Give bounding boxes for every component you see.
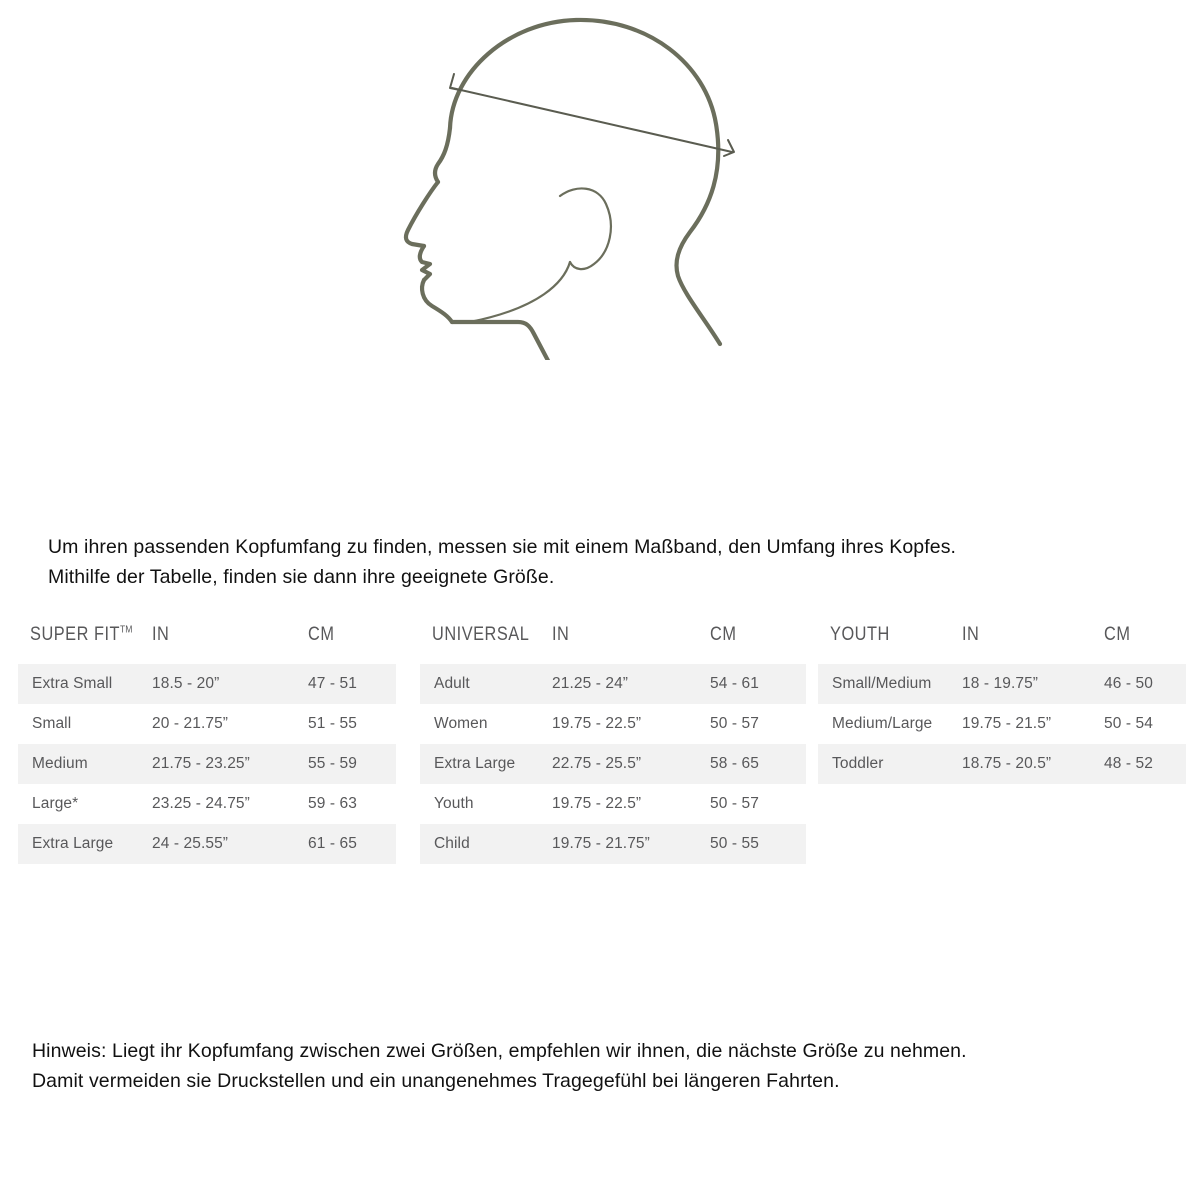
- table-row: [818, 664, 1186, 704]
- trademark-symbol: TM: [120, 624, 133, 636]
- cell-cm: 58 - 65: [710, 755, 759, 772]
- table-header-row: [18, 620, 396, 664]
- table-header-row: [420, 620, 806, 664]
- table-row: [420, 664, 806, 704]
- column-header-in: IN: [552, 624, 570, 645]
- cell-cm: 48 - 52: [1104, 755, 1153, 772]
- size-table-youth: [818, 620, 1186, 784]
- cell-cm: 47 - 51: [308, 675, 357, 692]
- column-header-size: SUPER FIT™: [30, 624, 133, 645]
- cell-cm: 61 - 65: [308, 835, 357, 852]
- cell-size: Child: [434, 835, 470, 852]
- table-row: [18, 704, 396, 744]
- cell-in: 22.75 - 25.5”: [552, 755, 642, 772]
- cell-in: 19.75 - 21.5”: [962, 715, 1052, 732]
- cell-size: Medium/Large: [832, 715, 933, 732]
- cell-cm: 46 - 50: [1104, 675, 1153, 692]
- table-header-row: [818, 620, 1186, 664]
- cell-size: Small/Medium: [832, 675, 932, 692]
- column-header-cm: CM: [308, 624, 335, 645]
- cell-cm: 54 - 61: [710, 675, 759, 692]
- note-line-1: Hinweis: Liegt ihr Kopfumfang zwischen zwei Größen, empfehlen wir ihnen, die nächste Größe zu nehmen.: [32, 1040, 967, 1062]
- table-row: [18, 784, 396, 824]
- table-row: [18, 664, 396, 704]
- cell-cm: 50 - 57: [710, 795, 759, 812]
- cell-in: 18.5 - 20”: [152, 675, 220, 692]
- cell-size: Youth: [434, 795, 474, 812]
- size-table-universal: [420, 620, 806, 864]
- intro-line-1: Um ihren passenden Kopfumfang zu finden, messen sie mit einem Maßband, den Umfang ihres Kopfes.: [48, 536, 957, 558]
- cell-in: 23.25 - 24.75”: [152, 795, 250, 812]
- cell-in: 19.75 - 22.5”: [552, 795, 642, 812]
- cell-in: 20 - 21.75”: [152, 715, 229, 732]
- measuring-tape-line: [450, 74, 734, 156]
- cell-size: Adult: [434, 675, 470, 692]
- cell-cm: 50 - 57: [710, 715, 759, 732]
- column-header-size: YOUTH: [830, 624, 890, 645]
- cell-cm: 55 - 59: [308, 755, 357, 772]
- intro-line-2: Mithilfe der Tabelle, finden sie dann ihre geeignete Größe.: [48, 566, 555, 588]
- cell-in: 18.75 - 20.5”: [962, 755, 1052, 772]
- cell-cm: 50 - 54: [1104, 715, 1153, 732]
- cell-size: Medium: [32, 755, 88, 772]
- column-header-cm: CM: [710, 624, 737, 645]
- table-row: [420, 824, 806, 864]
- table-row: [420, 704, 806, 744]
- cell-in: 18 - 19.75”: [962, 675, 1039, 692]
- cell-in: 21.75 - 23.25”: [152, 755, 250, 772]
- column-header-in: IN: [152, 624, 170, 645]
- cell-size: Small: [32, 715, 72, 732]
- cell-size: Extra Large: [32, 835, 114, 852]
- cell-in: 19.75 - 22.5”: [552, 715, 642, 732]
- head-diagram-container: [0, 0, 1200, 500]
- note-paragraph: [32, 1036, 1172, 1096]
- cell-cm: 50 - 55: [710, 835, 759, 852]
- cell-size: Women: [434, 715, 488, 732]
- cell-in: 19.75 - 21.75”: [552, 835, 650, 852]
- column-header-in: IN: [962, 624, 980, 645]
- table-row: [420, 784, 806, 824]
- cell-size: Toddler: [832, 755, 884, 772]
- size-table-super-fit: [18, 620, 396, 864]
- cell-size: Large*: [32, 795, 79, 812]
- table-row: [818, 704, 1186, 744]
- table-row: [18, 744, 396, 784]
- cell-cm: 51 - 55: [308, 715, 357, 732]
- column-header-cm: CM: [1104, 624, 1131, 645]
- column-header-size: UNIVERSAL: [432, 624, 530, 645]
- cell-size: Extra Large: [434, 755, 516, 772]
- note-line-2: Damit vermeiden sie Druckstellen und ein unangenehmes Tragegefühl bei längeren Fahrten.: [32, 1070, 840, 1092]
- head-profile-icon: [390, 0, 810, 360]
- table-row: [420, 744, 806, 784]
- cell-in: 21.25 - 24”: [552, 675, 629, 692]
- intro-paragraph: [48, 532, 1168, 592]
- cell-cm: 59 - 63: [308, 795, 357, 812]
- table-row: [818, 744, 1186, 784]
- size-tables-group: [0, 620, 1200, 880]
- cell-in: 24 - 25.55”: [152, 835, 229, 852]
- cell-size: Extra Small: [32, 675, 113, 692]
- table-row: [18, 824, 396, 864]
